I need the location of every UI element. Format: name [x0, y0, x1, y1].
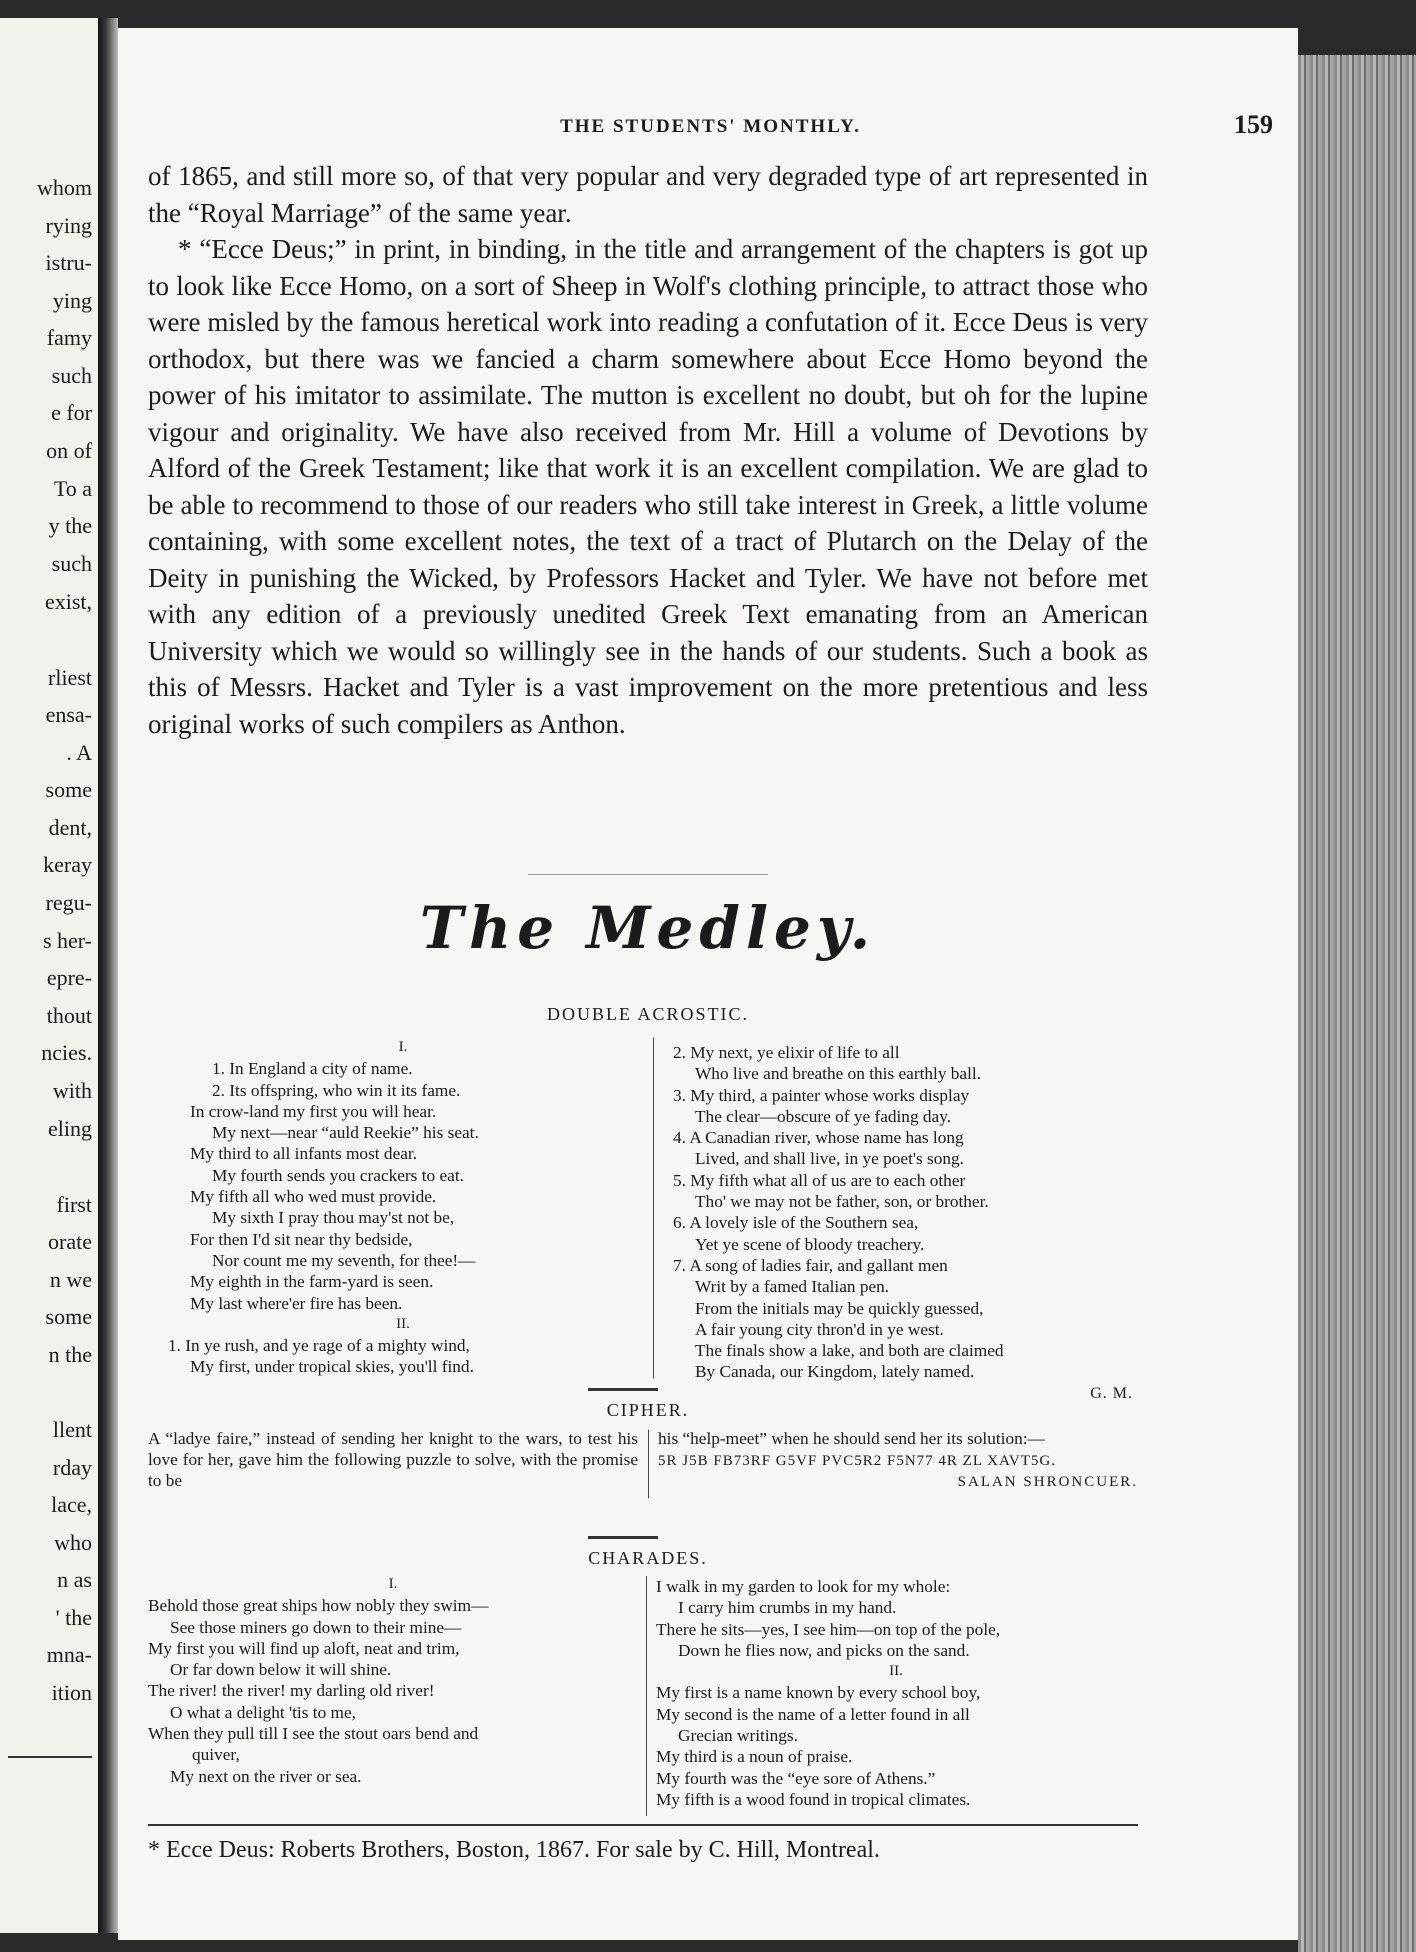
verse-line: By Canada, our Kingdom, lately named.	[695, 1362, 975, 1382]
section-number: II.	[396, 1315, 410, 1332]
left-page-fragment: epre-	[46, 965, 92, 990]
verse-line: O what a delight 'tis to me,	[170, 1702, 356, 1722]
medley-title: The Medley.	[419, 894, 877, 962]
verse-line: My fourth sends you crackers to eat.	[212, 1165, 464, 1185]
running-title: THE STUDENTS' MONTHLY.	[560, 116, 861, 137]
verse-line: See those miners go down to their mine—	[170, 1617, 462, 1637]
verse-line: My fifth is a wood found in tropical climates.	[656, 1789, 971, 1809]
left-page-fragment: n the	[48, 1342, 92, 1367]
charades-heading: CHARADES.	[588, 1548, 708, 1568]
left-page-fragment: rday	[52, 1455, 92, 1480]
left-page-fragment: famy	[46, 325, 92, 350]
verse-line: Tho' we may not be father, son, or brother.	[695, 1192, 989, 1212]
left-page-fragment: mna-	[46, 1642, 92, 1667]
left-page-fragment: n as	[57, 1567, 92, 1592]
column-divider	[653, 1038, 654, 1378]
cipher-intro-right	[658, 1428, 1138, 1493]
left-page-fragment: orate	[48, 1229, 92, 1254]
left-page-fragment: rliest	[48, 665, 92, 690]
verse-line: I carry him crumbs in my hand.	[678, 1598, 897, 1618]
verse-line: 3. My third, a painter whose works display	[673, 1085, 970, 1105]
column-divider	[648, 1430, 649, 1498]
verse-line: Lived, and shall live, in ye poet's song.	[695, 1149, 965, 1169]
verse-line: A fair young city thron'd in ye west.	[695, 1319, 944, 1339]
verse-line: 4. A Canadian river, whose name has long	[673, 1128, 964, 1148]
verse-line: Or far down below it will shine.	[170, 1660, 392, 1680]
cipher-signature: SALAN SHRONCUER.	[957, 1474, 1138, 1490]
verse-line: My next—near “auld Reekie” his seat.	[212, 1123, 479, 1143]
left-page-fragment: ncies.	[41, 1040, 92, 1065]
left-page-rule	[8, 1756, 92, 1758]
left-page-fragment: keray	[43, 852, 92, 877]
verse-line: 6. A lovely isle of the Southern sea,	[673, 1213, 919, 1233]
verse-line: Yet ye scene of bloody treachery.	[695, 1234, 925, 1254]
charades-left-column	[148, 1574, 638, 1787]
verse-line: The clear—obscure of ye fading day.	[695, 1106, 952, 1126]
section-divider	[528, 874, 768, 875]
cipher-line: 5R J5B FB73RF G5VF PVC5R2 F5N77 4R ZL XAVT5G.	[658, 1453, 1056, 1469]
footnote-rule	[148, 1824, 1138, 1826]
verse-line: My first, under tropical skies, you'll find.	[190, 1357, 474, 1377]
verse-line: My second is the name of a letter found in all	[656, 1704, 970, 1724]
verse-line: I walk in my garden to look for my whole:	[656, 1577, 951, 1596]
left-page-fragment: y the	[48, 513, 92, 538]
verse-line: My last where'er fire has been.	[190, 1293, 403, 1313]
charades-right-column	[656, 1576, 1136, 1810]
footnote: * Ecce Deus: Roberts Brothers, Boston, 1867. For sale by C. Hill, Montreal.	[148, 1837, 880, 1863]
double-acrostic-heading: DOUBLE ACROSTIC.	[546, 1004, 749, 1024]
verse-line: My fourth was the “eye sore of Athens.”	[656, 1768, 936, 1788]
page-header	[148, 110, 1273, 150]
verse-line: When they pull till I see the stout oars bend and	[148, 1724, 479, 1744]
verse-line: My first you will find up aloft, neat and trim,	[148, 1638, 460, 1658]
acrostic-left-column	[168, 1037, 638, 1378]
left-page-fragment: ying	[52, 288, 92, 313]
verse-line: My third is a noun of praise.	[656, 1747, 853, 1767]
verse-line: Who live and breathe on this earthly ball.	[695, 1064, 982, 1084]
verse-line: In crow-land my first you will hear.	[190, 1101, 437, 1121]
body-paragraph: of 1865, and still more so, of that very popular and very degraded type of art represented in the “Royal Marriage” of the same year.	[148, 161, 1148, 228]
section-number: II.	[889, 1663, 903, 1680]
section-number: I.	[398, 1039, 408, 1055]
verse-line: From the initials may be quickly guessed,	[695, 1298, 984, 1318]
left-page-fragment: To a	[53, 476, 92, 501]
verse-line: Down he flies now, and picks on the sand.	[678, 1640, 970, 1660]
verse-line: Writ by a famed Italian pen.	[695, 1277, 890, 1297]
verse-line: 2. Its offspring, who win it its fame.	[212, 1080, 461, 1100]
left-page-fragment: thout	[46, 1003, 92, 1028]
page-number: 159	[1234, 110, 1273, 139]
page	[118, 28, 1298, 1940]
left-page-fragment: on of	[46, 438, 92, 463]
verse-line: Grecian writings.	[678, 1726, 798, 1746]
left-page-fragment: llent	[52, 1417, 92, 1442]
left-page-edge	[0, 18, 98, 1933]
left-page-fragment: lace,	[51, 1492, 92, 1517]
verse-line: My first is a name known by every school boy,	[656, 1683, 981, 1703]
left-page-fragment: whom	[37, 175, 92, 200]
signature: G. M.	[1090, 1384, 1133, 1402]
left-page-fragment: regu-	[45, 890, 92, 915]
page-stack-edge	[1298, 55, 1416, 1952]
verse-line: 1. In England a city of name.	[212, 1059, 413, 1079]
cipher-heading: CIPHER.	[606, 1400, 690, 1420]
book-gutter	[98, 18, 118, 1933]
verse-line: 7. A song of ladies fair, and gallant men	[673, 1255, 948, 1275]
left-page-fragment: some	[45, 777, 92, 802]
verse-line: The finals show a lake, and both are claimed	[695, 1341, 1004, 1361]
left-page-fragment: s her-	[42, 928, 92, 953]
cipher-intro-right-text: his “help-meet” when he should send her its solution:—	[658, 1429, 1045, 1448]
left-page-fragment: ensa-	[45, 702, 92, 727]
left-page-fragment: such	[51, 363, 92, 388]
left-page-fragment: with	[52, 1078, 92, 1103]
column-divider	[646, 1576, 647, 1816]
verse-line: My sixth I pray thou may'st not be,	[212, 1208, 455, 1228]
left-page-fragment: n we	[49, 1267, 92, 1292]
verse-line: My next on the river or sea.	[170, 1766, 362, 1786]
cipher-intro-left: A “ladye faire,” instead of sending her knight to the wars, to test his love for her, gave him the following puzzle to solve, with the promise to be	[148, 1429, 638, 1490]
body-paragraph: * “Ecce Deus;” in print, in binding, in the title and arrangement of the chapters is got up to look like Ecce Homo, on a sort of Sheep in Wolf's clothing principle, to attract those who were misled by the famous heretical work into reading a confutation of it. Ecce Deus is very orthodox, but there was we fancied a charm somewhere about Ecce Homo beyond the power of his imitator to assimilate. The mutton is excellent no doubt, but oh for the lupine vigour and originality. We have also received from Mr. Hill a volume of Devotions by Alford of the Greek Testament; like that work it is an excellent compilation. We are glad to be able to recommend to those of our readers who still take interest in Greek, a little volume containing, with some excellent notes, the text of a tract of Plutarch on the Delay of the Deity in punishing the Wicked, by Professors Hacket and Tyler. We have not before met with any edition of a previously unedited Greek Text emanating from an American University which we would so willingly see in the hands of our students. Such a book as this of Messrs. Hacket and Tyler is a vast improvement on the more pretentious and less original works of such compilers as Anthon.	[148, 234, 1148, 739]
verse-line: For then I'd sit near thy bedside,	[190, 1229, 413, 1249]
verse-line: Behold those great ships how nobly they swim—	[148, 1596, 489, 1616]
verse-line: There he sits—yes, I see him—on top of the pole,	[656, 1619, 1001, 1639]
left-page-fragment: dent,	[48, 815, 92, 840]
short-rule	[588, 1536, 658, 1539]
left-page-fragment: some	[45, 1304, 92, 1329]
left-page-fragment: ition	[51, 1680, 92, 1705]
left-page-fragment: first	[56, 1192, 92, 1217]
verse-line: The river! the river! my darling old river!	[148, 1681, 435, 1701]
body-text	[148, 158, 1148, 742]
verse-line: quiver,	[192, 1745, 240, 1765]
left-page-fragment: such	[51, 551, 92, 576]
left-page-fragment: rying	[45, 213, 92, 238]
left-page-fragment: who	[54, 1530, 92, 1555]
verse-line: My eighth in the farm-yard is seen.	[190, 1272, 434, 1292]
left-page-fragment: e for	[51, 400, 92, 425]
short-rule	[588, 1388, 658, 1391]
verse-line: Nor count me my seventh, for thee!—	[212, 1250, 476, 1270]
left-page-fragment: istru-	[45, 250, 92, 275]
section-number: I.	[388, 1576, 398, 1592]
left-page-fragment: ' the	[55, 1605, 92, 1630]
acrostic-right-column	[673, 1042, 1133, 1404]
verse-line: My fifth all who wed must provide.	[190, 1187, 437, 1207]
left-page-fragment: . A	[66, 740, 92, 765]
verse-line: 5. My fifth what all of us are to each other	[673, 1170, 966, 1190]
verse-line: My third to all infants most dear.	[190, 1144, 418, 1164]
left-page-fragment: exist,	[44, 589, 92, 614]
left-page-fragment: eling	[48, 1116, 92, 1141]
verse-line: 1. In ye rush, and ye rage of a mighty wind,	[168, 1336, 470, 1356]
verse-line: 2. My next, ye elixir of life to all	[673, 1043, 900, 1062]
